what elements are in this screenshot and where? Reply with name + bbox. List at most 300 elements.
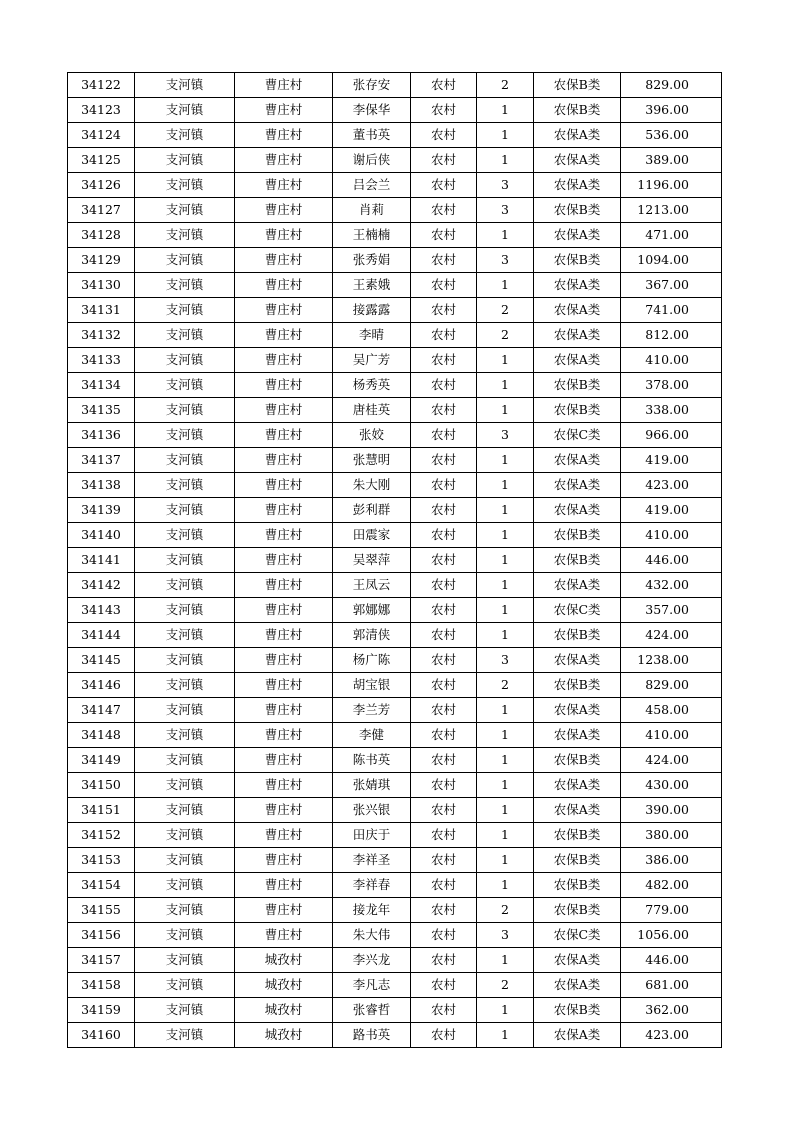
member-count-cell: 1: [477, 548, 534, 573]
member-count-cell: 1: [477, 348, 534, 373]
name-cell: 郭娜娜: [333, 598, 411, 623]
table-row: [68, 823, 722, 848]
member-count-cell: 1: [477, 523, 534, 548]
record-id-cell: 34148: [68, 723, 135, 748]
amount-cell: 741.00: [621, 298, 722, 323]
insurance-category-cell: 农保B类: [534, 898, 621, 923]
town-cell: 支河镇: [135, 298, 235, 323]
record-id-cell: 34150: [68, 773, 135, 798]
town-cell: 支河镇: [135, 498, 235, 523]
record-id-cell: 34133: [68, 348, 135, 373]
table-row: [68, 248, 722, 273]
household-type-cell: 农村: [411, 473, 477, 498]
name-cell: 李凡志: [333, 973, 411, 998]
insurance-category-cell: 农保A类: [534, 573, 621, 598]
amount-cell: 423.00: [621, 1023, 722, 1048]
household-type-cell: 农村: [411, 523, 477, 548]
member-count-cell: 1: [477, 698, 534, 723]
member-count-cell: 3: [477, 198, 534, 223]
name-cell: 张秀娟: [333, 248, 411, 273]
insurance-category-cell: 农保B类: [534, 748, 621, 773]
table-row: [68, 198, 722, 223]
household-type-cell: 农村: [411, 598, 477, 623]
insurance-category-cell: 农保B类: [534, 198, 621, 223]
insurance-category-cell: 农保B类: [534, 548, 621, 573]
amount-cell: 1056.00: [621, 923, 722, 948]
household-type-cell: 农村: [411, 398, 477, 423]
town-cell: 支河镇: [135, 773, 235, 798]
household-type-cell: 农村: [411, 423, 477, 448]
table-row: [68, 223, 722, 248]
household-type-cell: 农村: [411, 773, 477, 798]
town-cell: 支河镇: [135, 273, 235, 298]
town-cell: 支河镇: [135, 823, 235, 848]
insurance-category-cell: 农保B类: [534, 848, 621, 873]
record-id-cell: 34151: [68, 798, 135, 823]
insurance-category-cell: 农保C类: [534, 423, 621, 448]
insurance-category-cell: 农保B类: [534, 873, 621, 898]
village-cell: 曹庄村: [235, 73, 333, 98]
name-cell: 杨广陈: [333, 648, 411, 673]
household-type-cell: 农村: [411, 948, 477, 973]
name-cell: 李祥春: [333, 873, 411, 898]
record-id-cell: 34159: [68, 998, 135, 1023]
village-cell: 曹庄村: [235, 773, 333, 798]
town-cell: 支河镇: [135, 948, 235, 973]
table-row: [68, 773, 722, 798]
amount-cell: 419.00: [621, 498, 722, 523]
town-cell: 支河镇: [135, 648, 235, 673]
amount-cell: 812.00: [621, 323, 722, 348]
household-type-cell: 农村: [411, 723, 477, 748]
name-cell: 吕会兰: [333, 173, 411, 198]
town-cell: 支河镇: [135, 748, 235, 773]
name-cell: 田震家: [333, 523, 411, 548]
record-id-cell: 34134: [68, 373, 135, 398]
member-count-cell: 1: [477, 998, 534, 1023]
village-cell: 曹庄村: [235, 573, 333, 598]
record-id-cell: 34154: [68, 873, 135, 898]
amount-cell: 681.00: [621, 973, 722, 998]
amount-cell: 380.00: [621, 823, 722, 848]
town-cell: 支河镇: [135, 523, 235, 548]
village-cell: 曹庄村: [235, 223, 333, 248]
table-row: [68, 648, 722, 673]
household-type-cell: 农村: [411, 573, 477, 598]
table-row: [68, 398, 722, 423]
insurance-category-cell: 农保A类: [534, 123, 621, 148]
village-cell: 曹庄村: [235, 923, 333, 948]
town-cell: 支河镇: [135, 1023, 235, 1048]
household-type-cell: 农村: [411, 448, 477, 473]
member-count-cell: 1: [477, 223, 534, 248]
insurance-category-cell: 农保A类: [534, 273, 621, 298]
table-row: [68, 698, 722, 723]
name-cell: 李保华: [333, 98, 411, 123]
household-type-cell: 农村: [411, 373, 477, 398]
insurance-category-cell: 农保C类: [534, 598, 621, 623]
insurance-category-cell: 农保A类: [534, 223, 621, 248]
member-count-cell: 1: [477, 1023, 534, 1048]
amount-cell: 446.00: [621, 948, 722, 973]
insurance-category-cell: 农保B类: [534, 248, 621, 273]
amount-cell: 410.00: [621, 348, 722, 373]
member-count-cell: 1: [477, 448, 534, 473]
amount-cell: 389.00: [621, 148, 722, 173]
name-cell: 张慧明: [333, 448, 411, 473]
name-cell: 路书英: [333, 1023, 411, 1048]
village-cell: 曹庄村: [235, 473, 333, 498]
village-cell: 曹庄村: [235, 648, 333, 673]
household-type-cell: 农村: [411, 623, 477, 648]
household-type-cell: 农村: [411, 123, 477, 148]
member-count-cell: 3: [477, 648, 534, 673]
household-type-cell: 农村: [411, 348, 477, 373]
member-count-cell: 1: [477, 823, 534, 848]
household-type-cell: 农村: [411, 248, 477, 273]
name-cell: 接龙年: [333, 898, 411, 923]
insurance-category-cell: 农保B类: [534, 673, 621, 698]
village-cell: 曹庄村: [235, 548, 333, 573]
member-count-cell: 1: [477, 373, 534, 398]
record-id-cell: 34142: [68, 573, 135, 598]
insurance-category-cell: 农保B类: [534, 398, 621, 423]
household-type-cell: 农村: [411, 698, 477, 723]
insurance-category-cell: 农保A类: [534, 648, 621, 673]
insurance-category-cell: 农保C类: [534, 923, 621, 948]
amount-cell: 338.00: [621, 398, 722, 423]
amount-cell: 1238.00: [621, 648, 722, 673]
insurance-category-cell: 农保A类: [534, 148, 621, 173]
member-count-cell: 2: [477, 73, 534, 98]
household-type-cell: 农村: [411, 873, 477, 898]
name-cell: 胡宝银: [333, 673, 411, 698]
household-type-cell: 农村: [411, 648, 477, 673]
village-cell: 曹庄村: [235, 448, 333, 473]
insurance-category-cell: 农保B类: [534, 623, 621, 648]
roster-table: [67, 72, 722, 1048]
town-cell: 支河镇: [135, 448, 235, 473]
table-row: [68, 973, 722, 998]
record-id-cell: 34141: [68, 548, 135, 573]
record-id-cell: 34128: [68, 223, 135, 248]
insurance-category-cell: 农保B类: [534, 373, 621, 398]
member-count-cell: 1: [477, 498, 534, 523]
record-id-cell: 34157: [68, 948, 135, 973]
town-cell: 支河镇: [135, 623, 235, 648]
table-row: [68, 723, 722, 748]
amount-cell: 424.00: [621, 748, 722, 773]
amount-cell: 362.00: [621, 998, 722, 1023]
table-row: [68, 323, 722, 348]
table-row: [68, 948, 722, 973]
name-cell: 吴广芳: [333, 348, 411, 373]
town-cell: 支河镇: [135, 723, 235, 748]
town-cell: 支河镇: [135, 98, 235, 123]
member-count-cell: 1: [477, 723, 534, 748]
village-cell: 曹庄村: [235, 623, 333, 648]
record-id-cell: 34129: [68, 248, 135, 273]
name-cell: 谢后侠: [333, 148, 411, 173]
town-cell: 支河镇: [135, 323, 235, 348]
member-count-cell: 2: [477, 973, 534, 998]
village-cell: 曹庄村: [235, 273, 333, 298]
insurance-category-cell: 农保A类: [534, 473, 621, 498]
town-cell: 支河镇: [135, 123, 235, 148]
town-cell: 支河镇: [135, 798, 235, 823]
member-count-cell: 1: [477, 123, 534, 148]
village-cell: 曹庄村: [235, 598, 333, 623]
village-cell: 曹庄村: [235, 173, 333, 198]
village-cell: 曹庄村: [235, 298, 333, 323]
member-count-cell: 1: [477, 948, 534, 973]
name-cell: 接露露: [333, 298, 411, 323]
table-row: [68, 1023, 722, 1048]
table-row: [68, 598, 722, 623]
member-count-cell: 1: [477, 573, 534, 598]
amount-cell: 424.00: [621, 623, 722, 648]
town-cell: 支河镇: [135, 173, 235, 198]
household-type-cell: 农村: [411, 1023, 477, 1048]
village-cell: 曹庄村: [235, 148, 333, 173]
village-cell: 曹庄村: [235, 673, 333, 698]
record-id-cell: 34149: [68, 748, 135, 773]
household-type-cell: 农村: [411, 323, 477, 348]
household-type-cell: 农村: [411, 198, 477, 223]
village-cell: 城孜村: [235, 973, 333, 998]
record-id-cell: 34158: [68, 973, 135, 998]
amount-cell: 423.00: [621, 473, 722, 498]
household-type-cell: 农村: [411, 223, 477, 248]
insurance-category-cell: 农保A类: [534, 348, 621, 373]
member-count-cell: 1: [477, 398, 534, 423]
town-cell: 支河镇: [135, 473, 235, 498]
household-type-cell: 农村: [411, 298, 477, 323]
household-type-cell: 农村: [411, 823, 477, 848]
record-id-cell: 34155: [68, 898, 135, 923]
insurance-category-cell: 农保A类: [534, 698, 621, 723]
record-id-cell: 34146: [68, 673, 135, 698]
table-row: [68, 673, 722, 698]
town-cell: 支河镇: [135, 873, 235, 898]
member-count-cell: 3: [477, 423, 534, 448]
name-cell: 李祥圣: [333, 848, 411, 873]
household-type-cell: 农村: [411, 548, 477, 573]
village-cell: 曹庄村: [235, 848, 333, 873]
name-cell: 张存安: [333, 73, 411, 98]
member-count-cell: 1: [477, 848, 534, 873]
table-row: [68, 748, 722, 773]
household-type-cell: 农村: [411, 998, 477, 1023]
amount-cell: 357.00: [621, 598, 722, 623]
town-cell: 支河镇: [135, 573, 235, 598]
name-cell: 李兴龙: [333, 948, 411, 973]
insurance-category-cell: 农保A类: [534, 448, 621, 473]
amount-cell: 430.00: [621, 773, 722, 798]
member-count-cell: 1: [477, 473, 534, 498]
amount-cell: 378.00: [621, 373, 722, 398]
record-id-cell: 34145: [68, 648, 135, 673]
village-cell: 曹庄村: [235, 873, 333, 898]
table-row: [68, 98, 722, 123]
record-id-cell: 34131: [68, 298, 135, 323]
table-row: [68, 373, 722, 398]
town-cell: 支河镇: [135, 598, 235, 623]
name-cell: 张婧琪: [333, 773, 411, 798]
village-cell: 曹庄村: [235, 698, 333, 723]
town-cell: 支河镇: [135, 348, 235, 373]
name-cell: 田庆于: [333, 823, 411, 848]
name-cell: 王楠楠: [333, 223, 411, 248]
town-cell: 支河镇: [135, 923, 235, 948]
insurance-category-cell: 农保B类: [534, 998, 621, 1023]
household-type-cell: 农村: [411, 973, 477, 998]
table-row: [68, 423, 722, 448]
town-cell: 支河镇: [135, 398, 235, 423]
name-cell: 李兰芳: [333, 698, 411, 723]
town-cell: 支河镇: [135, 248, 235, 273]
amount-cell: 367.00: [621, 273, 722, 298]
amount-cell: 410.00: [621, 523, 722, 548]
town-cell: 支河镇: [135, 423, 235, 448]
name-cell: 朱大刚: [333, 473, 411, 498]
table-row: [68, 473, 722, 498]
name-cell: 陈书英: [333, 748, 411, 773]
member-count-cell: 1: [477, 773, 534, 798]
record-id-cell: 34130: [68, 273, 135, 298]
town-cell: 支河镇: [135, 73, 235, 98]
amount-cell: 966.00: [621, 423, 722, 448]
table-row: [68, 448, 722, 473]
name-cell: 吴翠萍: [333, 548, 411, 573]
village-cell: 曹庄村: [235, 248, 333, 273]
table-row: [68, 848, 722, 873]
member-count-cell: 2: [477, 898, 534, 923]
record-id-cell: 34152: [68, 823, 135, 848]
record-id-cell: 34153: [68, 848, 135, 873]
amount-cell: 446.00: [621, 548, 722, 573]
amount-cell: 1213.00: [621, 198, 722, 223]
town-cell: 支河镇: [135, 673, 235, 698]
table-row: [68, 798, 722, 823]
household-type-cell: 农村: [411, 98, 477, 123]
amount-cell: 482.00: [621, 873, 722, 898]
table-row: [68, 898, 722, 923]
name-cell: 张睿哲: [333, 998, 411, 1023]
household-type-cell: 农村: [411, 748, 477, 773]
member-count-cell: 2: [477, 323, 534, 348]
town-cell: 支河镇: [135, 848, 235, 873]
record-id-cell: 34140: [68, 523, 135, 548]
record-id-cell: 34132: [68, 323, 135, 348]
record-id-cell: 34147: [68, 698, 135, 723]
town-cell: 支河镇: [135, 373, 235, 398]
village-cell: 曹庄村: [235, 523, 333, 548]
table-row: [68, 923, 722, 948]
member-count-cell: 2: [477, 673, 534, 698]
record-id-cell: 34125: [68, 148, 135, 173]
amount-cell: 471.00: [621, 223, 722, 248]
member-count-cell: 1: [477, 873, 534, 898]
household-type-cell: 农村: [411, 498, 477, 523]
table-row: [68, 998, 722, 1023]
village-cell: 曹庄村: [235, 373, 333, 398]
record-id-cell: 34160: [68, 1023, 135, 1048]
amount-cell: 419.00: [621, 448, 722, 473]
name-cell: 朱大伟: [333, 923, 411, 948]
record-id-cell: 34126: [68, 173, 135, 198]
record-id-cell: 34136: [68, 423, 135, 448]
village-cell: 曹庄村: [235, 198, 333, 223]
member-count-cell: 1: [477, 273, 534, 298]
member-count-cell: 3: [477, 923, 534, 948]
table-row: [68, 273, 722, 298]
name-cell: 张姣: [333, 423, 411, 448]
insurance-category-cell: 农保A类: [534, 298, 621, 323]
village-cell: 曹庄村: [235, 823, 333, 848]
insurance-category-cell: 农保A类: [534, 773, 621, 798]
amount-cell: 386.00: [621, 848, 722, 873]
table-row: [68, 548, 722, 573]
record-id-cell: 34144: [68, 623, 135, 648]
amount-cell: 432.00: [621, 573, 722, 598]
table-row: [68, 73, 722, 98]
member-count-cell: 1: [477, 798, 534, 823]
village-cell: 曹庄村: [235, 123, 333, 148]
name-cell: 彭利群: [333, 498, 411, 523]
village-cell: 曹庄村: [235, 798, 333, 823]
insurance-category-cell: 农保B类: [534, 98, 621, 123]
record-id-cell: 34143: [68, 598, 135, 623]
household-type-cell: 农村: [411, 798, 477, 823]
name-cell: 李晴: [333, 323, 411, 348]
amount-cell: 396.00: [621, 98, 722, 123]
village-cell: 曹庄村: [235, 423, 333, 448]
member-count-cell: 1: [477, 98, 534, 123]
insurance-category-cell: 农保A类: [534, 723, 621, 748]
amount-cell: 458.00: [621, 698, 722, 723]
village-cell: 曹庄村: [235, 98, 333, 123]
household-type-cell: 农村: [411, 898, 477, 923]
village-cell: 曹庄村: [235, 898, 333, 923]
name-cell: 王凤云: [333, 573, 411, 598]
town-cell: 支河镇: [135, 148, 235, 173]
amount-cell: 1094.00: [621, 248, 722, 273]
name-cell: 杨秀英: [333, 373, 411, 398]
household-type-cell: 农村: [411, 848, 477, 873]
insurance-category-cell: 农保A类: [534, 1023, 621, 1048]
insurance-category-cell: 农保A类: [534, 973, 621, 998]
village-cell: 曹庄村: [235, 398, 333, 423]
household-type-cell: 农村: [411, 923, 477, 948]
town-cell: 支河镇: [135, 223, 235, 248]
member-count-cell: 1: [477, 148, 534, 173]
amount-cell: 829.00: [621, 73, 722, 98]
village-cell: 曹庄村: [235, 348, 333, 373]
table-row: [68, 123, 722, 148]
table-row: [68, 523, 722, 548]
name-cell: 李健: [333, 723, 411, 748]
member-count-cell: 3: [477, 173, 534, 198]
name-cell: 肖莉: [333, 198, 411, 223]
insurance-category-cell: 农保A类: [534, 798, 621, 823]
record-id-cell: 34124: [68, 123, 135, 148]
village-cell: 曹庄村: [235, 748, 333, 773]
village-cell: 曹庄村: [235, 498, 333, 523]
insurance-category-cell: 农保B类: [534, 823, 621, 848]
town-cell: 支河镇: [135, 698, 235, 723]
table-row: [68, 623, 722, 648]
